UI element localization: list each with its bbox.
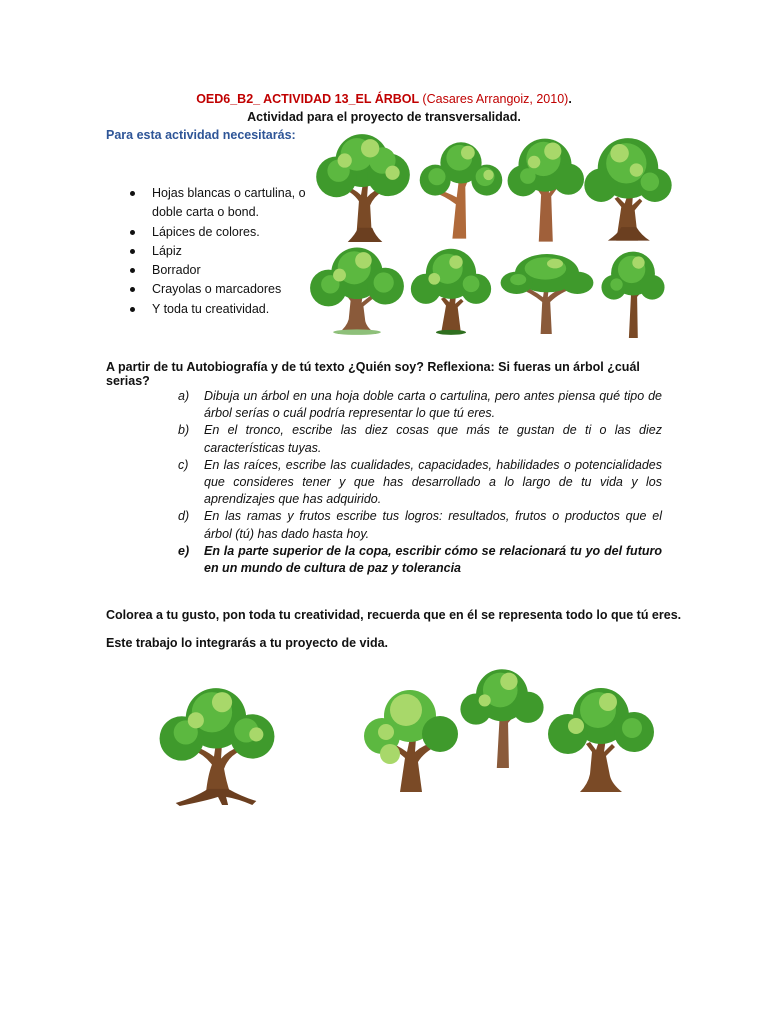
step-marker: a) xyxy=(178,389,190,403)
step-marker: b) xyxy=(178,423,190,438)
materials-item: Lápices de colores. xyxy=(126,223,316,242)
tree-illustration xyxy=(418,132,504,242)
tree-illustration xyxy=(598,242,668,338)
step-text: En la parte superior de la copa, escribir cómo se relacionará tu yo del futuro en un mundo de cultura de paz y tolerancia xyxy=(204,543,662,576)
closing-instruction: Este trabajo lo integrarás a tu proyecto de vida. xyxy=(106,636,389,650)
materials-item: Borrador xyxy=(126,261,316,280)
tree-illustration xyxy=(360,682,460,792)
reflection-question: A partir de tu Autobiografía y de tú texto ¿Quién soy? Reflexiona: Si fueras un árbol ¿cuál serias? xyxy=(106,360,640,388)
step-text: En el tronco, escribe las diez cosas que más te gustan de ti o las diez características tuyas. xyxy=(204,423,662,455)
tree-illustration xyxy=(154,680,278,806)
title-citation: (Casares Arrangoiz, 2010) xyxy=(422,92,569,106)
instruction-step xyxy=(178,422,662,456)
tree-illustration xyxy=(498,246,596,334)
instruction-step xyxy=(178,508,662,542)
document-title xyxy=(0,92,768,106)
step-marker: d) xyxy=(178,509,190,524)
step-text: En las raíces, escribe las cualidades, capacidades, habilidades o potencialidades que consideres tener y que has desarrollado a lo largo de tu vida y los aprendizajes que has adquirido. xyxy=(204,457,662,507)
tree-illustration xyxy=(310,130,414,242)
tree-illustration xyxy=(506,132,584,242)
activity-title: OED6_B2_ ACTIVIDAD 13_EL ÁRBOL xyxy=(196,92,419,106)
materials-item: Crayolas o marcadores xyxy=(126,280,316,299)
step-text: Dibuja un árbol en una hoja doble carta o cartulina, pero antes piensa qué tipo de árbol serías o cuál podría representar lo que tú eres. xyxy=(204,389,662,421)
document-subtitle: Actividad para el proyecto de transversalidad. xyxy=(247,110,521,124)
step-text: En las ramas y frutos escribe tus logros: resultados, frutos o productos que el árbol (tú) has dado hasta hoy. xyxy=(204,509,662,541)
materials-item: Lápiz xyxy=(126,242,316,261)
materials-item: Hojas blancas o cartulina, o doble carta o bond. xyxy=(126,184,316,223)
materials-list xyxy=(126,184,316,319)
step-marker: e) xyxy=(178,543,190,558)
tree-illustration xyxy=(586,130,670,242)
tree-illustration xyxy=(306,242,408,334)
instruction-step xyxy=(178,457,662,509)
tree-illustration xyxy=(408,242,494,334)
tree-illustration xyxy=(546,680,656,792)
instruction-steps xyxy=(178,388,662,577)
instruction-step xyxy=(178,388,662,422)
title-period: . xyxy=(568,92,572,106)
materials-item: Y toda tu creatividad. xyxy=(126,300,316,319)
closing-instruction: Colorea a tu gusto, pon toda tu creatividad, recuerda que en él se representa todo lo que tú eres. xyxy=(106,608,682,622)
instruction-step xyxy=(178,543,662,577)
tree-illustration xyxy=(456,664,548,768)
step-marker: c) xyxy=(178,457,189,472)
materials-heading: Para esta actividad necesitarás: xyxy=(106,128,296,142)
